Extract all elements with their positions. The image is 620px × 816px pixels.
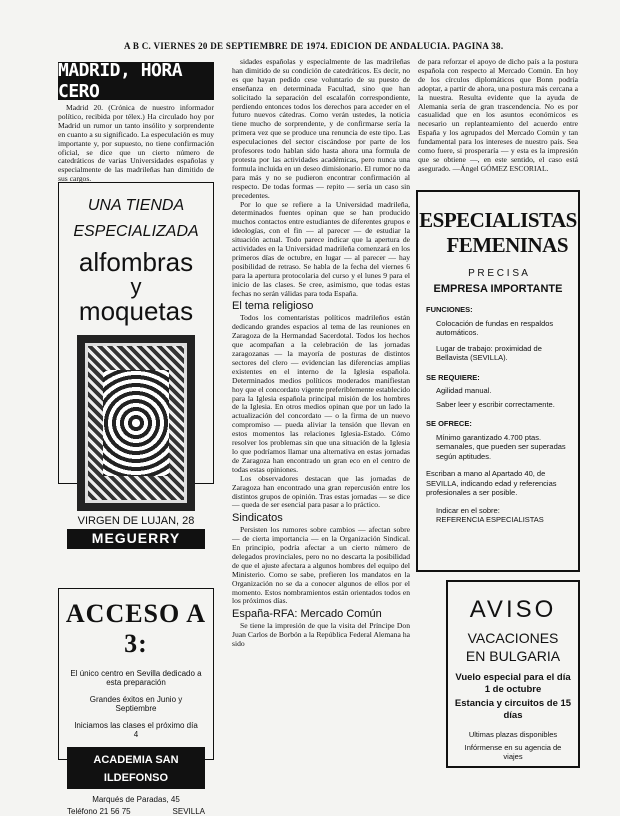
right-continuation-text: de para reforzar el apoyo de dicho país a la postura española con respecto al Mercado Común. En hoy de los círculos diplomáticos que Bonn podría adoptar, a partir de ahora, una postura más cercana a la nuestra. Resulta evidente que la ayuda de Alemania sería de gran trascendencia. No es por casualidad que en los asuntos económicos es necesario un replanteamiento del acuerdo entre España y los agrupados del Mercado Común y tan fundamental para los intereses de nuestro país. Sea como fuere, si prosperaría — y esta es la impresión que se obtiene —, en este sentido, el caso está asegurado. —Ángel GÓMEZ ESCORIAL. [418, 57, 578, 173]
ad-tienda-address: VIRGEN DE LUJAN, 28 [77, 515, 195, 527]
ad-acceso-contact [67, 807, 205, 816]
middle-article [232, 58, 410, 794]
subheading-sindicatos: Sindicatos [232, 512, 283, 525]
ad-esp-line2-wrap [418, 233, 578, 258]
ad-esp-empresa: EMPRESA IMPORTANTE [433, 283, 563, 295]
ad-aviso [446, 580, 580, 768]
middle-para-3: Todos los comentaristas políticos madrileños están dedicando grandes espacios al tema de las reuniones en Zaragoza de la Hermandad Sacerdotal. Todos los hechos que acompañan a la celebración de las jornadas zaragozanas — la mayoría de posturas de distintos sectores del clero — evidencian las diferencias amplias existentes en el interno de la Iglesia española. Determinados medios políticos moderados manifiestan hoy que el concordato vigente preferiblemente establecido para la Iglesia española principal misión de los hombres de la Iglesia. En otros medios opinan que por un lado la actualización del concordato — o la firma de un nuevo compromiso — pueda aliviar la tensión que llevan en estos momentos las relaciones Iglesia-Estado. Cómo resolver los problemas sin que una situación de la Iglesia lo que podríamos llamar una alternativa en estas jornadas de Zaragoza han encontrado un gran eco en el centro de todas estas opiniones. [232, 313, 410, 474]
ad-tienda-line5: moquetas [78, 296, 194, 326]
ad-esp-body [418, 305, 578, 525]
ad-acceso [58, 588, 214, 816]
ad-esp-t7: Indicar en el sobre: [436, 505, 500, 515]
madrid-intro-text: Madrid 20. (Crónica de nuestro informador político, recibida por télex.) Ha circulado hoy por Madrid un rumor un tanto insólito y sorprendente en cuanto a su significado. La especulación es muy importante y, por supuesto, no tiene confirmación oficial, se dice que un cierto número de catedráticos de varias Universidades españolas y especialmente de las madrileñas han dimitido de sus cargos. [58, 103, 214, 184]
ad-aviso-title: AVISO [469, 596, 557, 623]
ad-tienda-line4: y [130, 274, 142, 299]
ad-esp-precisa: P R E C I S A [468, 268, 528, 279]
ad-acceso-line1: El único centro en Sevilla dedicado a esta preparación [70, 669, 202, 687]
subheading-religioso: El tema religioso [232, 300, 314, 313]
ad-tienda-line3: alfombras [78, 247, 194, 277]
ad-esp-h1: FUNCIONES: [426, 305, 473, 314]
ad-acceso-academy-bar [67, 747, 205, 789]
ad-tienda-line1: UNA TIENDA [87, 197, 185, 214]
ad-esp-h3: SE OFRECE: [426, 419, 472, 428]
ad-esp-t1: Colocación de fundas en respaldos automáticos. [436, 318, 554, 337]
subheading-mercado-comun: España-RFA: Mercado Común [232, 608, 382, 621]
middle-para-6: Se tiene la impresión de que la visita del Príncipe Don Juan Carlos de Borbón a la República Federal Alemana ha sido [232, 621, 410, 649]
middle-para-4: Los observadores destacan que las jornadas de Zaragoza han encontrado una gran repercusión entre los distintos grupos de opinión. Tras estas jornadas — se dice — queda de ser esencial para pasar a lo práctico. [232, 473, 410, 510]
ad-acceso-line3: Iniciamos las clases el próximo día 4 [74, 721, 198, 739]
ad-acceso-line2: Grandes éxitos en Junio y Septiembre [89, 695, 183, 713]
page-header: A B C. VIERNES 20 DE SEPTIEMBRE DE 1974. EDICION DE ANDALUCIA. PAGINA 38. [124, 41, 504, 51]
ad-aviso-l6: Infórmense en su agencia de viajes [464, 743, 562, 761]
ad-esp-line1: ESPECIALISTAS [419, 208, 577, 232]
ad-tienda-line2: ESPECIALIZADA [73, 223, 199, 240]
rug-illustration [77, 335, 195, 511]
ad-acceso-city: SEVILLA [172, 807, 205, 816]
ad-esp-t6: Escriban a mano al Apartado 40, de SEVILLA, indicando edad y referencias profesionales a ser posible. [426, 469, 557, 497]
ad-esp-t8: REFERENCIA ESPECIALISTAS [436, 515, 544, 524]
ad-acceso-phone: Teléfono 21 56 75 [67, 807, 131, 816]
ad-aviso-l2: EN BULGARIA [465, 648, 561, 664]
ad-esp-t2: Lugar de trabajo: proximidad de Bellavista (SEVILLA). [436, 343, 542, 362]
middle-para-5: Persisten los rumores sobre cambios — afectan sobre — de cierta importancia — en la Organización Sindical. En principio, podría afectar a un cierto número de delegados provinciales, pero no no descarta la posibilidad de que el ajuste afectara a algunos hombres del equipo del Ministerio. Como se sabe, prefieren los mandatos en la Organización no se da a conocer algunos de ellos por el momento. Estos nombramientos están orientados todos en los próximos días. [232, 525, 410, 606]
ad-esp-t4: Saber leer y escribir correctamente. [436, 399, 555, 409]
ad-alfombras [58, 182, 214, 546]
ad-esp-t5: Mínimo garantizado 4.700 ptas. semanales, que pueden ser superadas según aptitudes. [436, 432, 566, 461]
ad-tienda-brand-bar [67, 529, 205, 549]
right-article-continuation [418, 58, 578, 178]
ad-acceso-title: ACCESO A 3: [65, 599, 207, 658]
ad-esp-t3: Agilidad manual. [436, 386, 492, 395]
ad-esp-line2: FEMENINAS [446, 233, 568, 257]
ad-acceso-name: ACADEMIA SAN ILDEFONSO [93, 754, 179, 784]
ad-aviso-l5: Ultimas plazas disponibles [468, 730, 558, 739]
madrid-article-intro [58, 103, 214, 184]
ad-acceso-address: Marqués de Paradas, 45 [92, 795, 180, 804]
middle-para-2: Por lo que se refiere a la Universidad madrileña, determinados fuentes opinan que se han producido muchos contactos entre estudiantes de diferentes grupos e ideologías, con el fin — al parecer — de estudiar la situación actual. Todo parece indicar que la apertura de actividades en la Universidad madrileña comenzará en los primeros días de octubre, en lugar — al parecer — hay posibilidad de retraso. Se habla de la fecha del viernes 6 para la apertura protocolaria del curso y el lunes 9 para el inicio de las clases. Se cree, asimismo, que todas estas fechas no serán válidas para toda España. [232, 199, 410, 298]
ad-especialistas [416, 190, 580, 572]
ad-aviso-l4: Estancia y circuitos de 15 días [454, 698, 572, 721]
ad-tienda-brand: MEGUERRY [91, 530, 181, 546]
ad-esp-h2: SE REQUIERE: [426, 372, 480, 382]
middle-para-1: sidades españolas y especialmente de las madrileñas han dimitido de su condición de catedráticos. Es decir, no es que hayan pedido cese voluntario de su puesto de enseñanza en determinada Facultad, sino que han solicitado la separación del escalafón correspondiente, perdiendo entonces todos los derechos para acceder en el futuro nuevos cátedras. Como verán ustedes, la noticia tiene mucho de sorprendente, y de confirmarse sería la primera vez que se produce una renuncia de este tipo. Las especulaciones del sector ciscándose por parte de los profesores todo hablan sido hasta ahora una formula de protesta por las actividades académicas, pero nunca una formula incluida en un deseo dimisionario. El rumor no da para más y no se pudieron encontrar confirmación al respecto. De todas formas — repito — sería un caso sin precedentes. [232, 57, 410, 200]
madrid-hora-cero-banner: MADRID, HORA CERO [58, 62, 214, 100]
ad-aviso-l3: Vuelo especial para el día 1 de octubre [455, 672, 571, 695]
ad-aviso-l1: VACACIONES [467, 630, 559, 646]
